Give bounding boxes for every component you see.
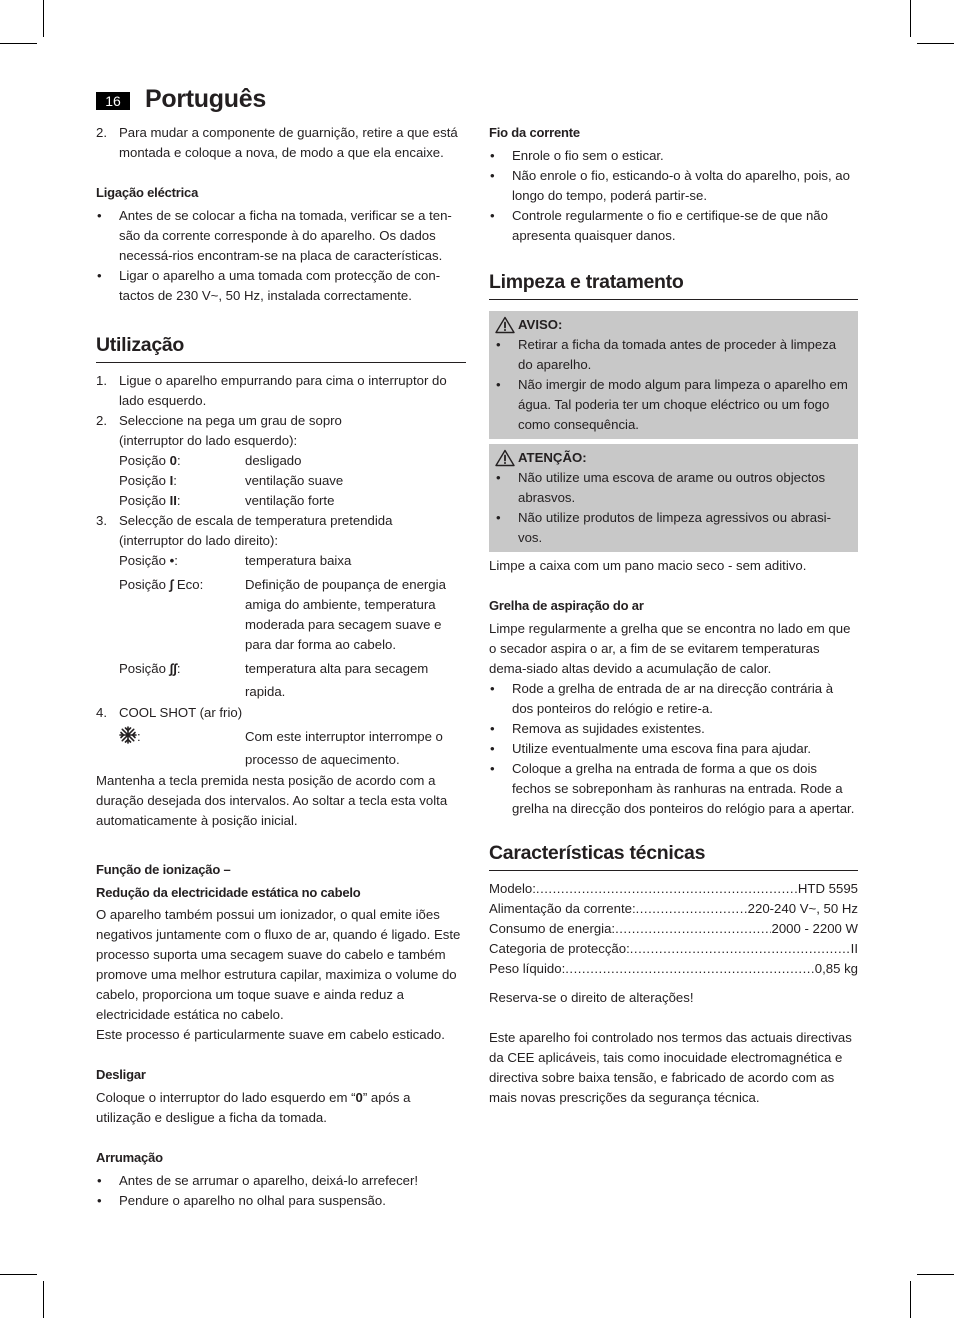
position-row: Posição 0: desligado	[96, 451, 466, 471]
crop-mark	[917, 43, 954, 44]
bullet-glyph: •	[496, 377, 501, 392]
position-value: ventilação forte	[245, 493, 335, 508]
bullet-glyph: •	[490, 761, 495, 776]
crop-mark	[0, 43, 37, 44]
bullet-glyph: •	[490, 741, 495, 756]
list-item	[489, 759, 858, 819]
list-item	[489, 679, 858, 719]
bullet-glyph: •	[496, 510, 501, 525]
snowflake-icon	[119, 726, 137, 744]
warning-triangle-icon	[495, 316, 515, 334]
step-text-cont: (interruptor do lado esquerdo):	[119, 433, 298, 448]
page-number: 16	[96, 92, 130, 110]
step-text: COOL SHOT (ar frio)	[119, 705, 243, 720]
crop-mark	[43, 0, 44, 37]
step-number: 2.	[96, 413, 107, 428]
step-text: Para mudar a componente de guarnição, retire a que está montada e coloque a nova, de modo a que ela encaixe.	[119, 125, 458, 160]
warning-box-aviso	[489, 311, 858, 439]
list-item-text: Não utilize uma escova de arame ou outros objectos abrasvos.	[518, 470, 826, 505]
bullet-glyph: •	[97, 1173, 102, 1188]
temperature-row: Posição ∫∫: temperatura alta para secagem rapida.	[96, 657, 466, 703]
list-item-text: Pendure o aparelho no olhal para suspensão.	[119, 1193, 386, 1208]
numbered-step	[96, 411, 466, 451]
list-item	[495, 508, 854, 548]
list-item-text: Rode a grelha de entrada de ar na direcção contrária à dos ponteiros do relógio e retire-a.	[512, 681, 834, 716]
position-label: Posição	[119, 493, 166, 508]
dot-glyph: •	[169, 553, 175, 568]
right-column	[489, 123, 858, 1108]
leader-dots	[636, 899, 748, 919]
step-number: 4.	[96, 705, 107, 720]
list-item-text: Antes de se arrumar o aparelho, deixá-lo arrefecer!	[119, 1173, 419, 1188]
section-heading-utilizacao: Utilização	[96, 333, 466, 363]
warning-triangle-icon	[495, 449, 515, 467]
list-item-text: Não enrole o fio, esticando-o à volta do aparelho, pois, ao longo do tempo, poderá partir-se.	[512, 168, 850, 203]
bullet-glyph: •	[490, 681, 495, 696]
bullet-glyph: •	[496, 470, 501, 485]
list-item-text: Não utilize produtos de limpeza agressivos ou abrasi-vos.	[518, 510, 831, 545]
step-text-cont: (interruptor do lado direito):	[119, 533, 279, 548]
subheading-arrumacao: Arrumação	[96, 1150, 163, 1165]
crop-mark	[910, 0, 911, 37]
step-text: Ligue o aparelho empurrando para cima o interruptor do lado esquerdo.	[119, 373, 447, 408]
list-item-text: Utilize eventualmente uma escova fina para ajudar.	[512, 741, 812, 756]
page-title: Português	[145, 85, 266, 113]
bullet-glyph: •	[490, 168, 495, 183]
cool-shot-value: Com este interruptor interrompe o processo de aquecimento.	[245, 729, 443, 767]
spec-label: Alimentação da corrente:	[489, 901, 636, 916]
position-label: Posição	[119, 553, 166, 568]
ionizacao-text-2: Este processo é particularmente suave em cabelo esticado.	[96, 1027, 445, 1042]
position-label: Posição	[119, 661, 166, 676]
spec-value: HTD 5595	[797, 881, 858, 896]
temperature-row: Posição •: temperatura baixa	[96, 551, 466, 571]
warning-title: ATENÇÃO:	[518, 450, 587, 465]
ionizacao-text: O aparelho também possui um ionizador, o qual emite iões negativos juntamente com o fluxo de ar, quando é ligado. Este processo suporta uma secagem suave do cabelo e também promove uma melhor estrutura capilar, maximiza o volume do cabelo, proporciona um toque suave e ainda reduz a electricidade estática no cabelo.	[96, 907, 461, 1022]
position-row: Posição II: ventilação forte	[96, 491, 466, 511]
bullet-glyph: •	[97, 268, 102, 283]
position-value: Definição de poupança de energia amiga do ambiente, temperatura moderada para secagem suave e para dar forma ao cabelo.	[245, 577, 446, 652]
numbered-step	[96, 123, 466, 163]
list-item	[489, 166, 858, 206]
spec-label: Modelo:	[489, 881, 536, 896]
position-row: Posição I: ventilação suave	[96, 471, 466, 491]
warning-box-atencao	[489, 444, 858, 552]
spec-row	[489, 879, 858, 899]
position-value: temperatura alta para secagem rapida.	[245, 661, 429, 699]
numbered-step	[96, 371, 466, 411]
list-item	[96, 266, 466, 306]
cool-shot-note: Mantenha a tecla premida nesta posição de acordo com a duração desejada dos intervalos. Ao soltar a tecla esta volta automaticamente à posição inicial.	[96, 773, 448, 828]
section-heading-caracteristicas: Características técnicas	[489, 841, 858, 871]
left-column	[96, 123, 466, 1211]
position-value: temperatura baixa	[245, 553, 352, 568]
step-number: 2.	[96, 125, 107, 140]
step-text: Seleccione na pega um grau de sopro	[119, 413, 342, 428]
bullet-glyph: •	[97, 1193, 102, 1208]
spec-row	[489, 899, 858, 919]
eco-label: Eco:	[176, 577, 204, 592]
list-item	[96, 1171, 466, 1191]
integral-glyph: ∫	[169, 577, 174, 592]
subheading-ligacao: Ligação eléctrica	[96, 185, 199, 200]
position-glyph: I	[169, 473, 174, 488]
list-item	[489, 719, 858, 739]
limpe-text: Limpe a caixa com um pano macio seco - sem aditivo.	[489, 558, 807, 573]
spec-row	[489, 919, 858, 939]
numbered-step	[96, 703, 466, 723]
step-text: Selecção de escala de temperatura pretendida	[119, 513, 393, 528]
spec-row	[489, 939, 858, 959]
subheading-fio: Fio da corrente	[489, 125, 580, 140]
numbered-step	[96, 511, 466, 551]
spec-value: II	[850, 941, 858, 956]
grelha-text: Limpe regularmente a grelha que se encontra no lado em que o secador aspira o ar, a fim de se evitarem temperaturas dema-siado altas devido a acumulação de calor.	[489, 621, 851, 676]
list-item-text: Ligar o aparelho a uma tomada com protecção de con-tactos de 230 V~, 50 Hz, instalada correctamente.	[119, 268, 441, 303]
temperature-row	[96, 573, 466, 655]
subheading-ionizacao-cont: Redução da electricidade estática no cabelo	[96, 885, 361, 900]
step-number: 3.	[96, 513, 107, 528]
spec-row	[489, 959, 858, 979]
position-value: desligado	[245, 453, 302, 468]
off-glyph: 0	[355, 1090, 363, 1105]
bullet-glyph: •	[97, 208, 102, 223]
position-glyph: II	[169, 493, 177, 508]
cee-text: Este aparelho foi controlado nos termos das actuais directivas da CEE aplicáveis, tais como inocuidade electromagnética e directiva sobre baixa tensão, e fabricado de acordo com as mais novas prescrições da segurança técnica.	[489, 1030, 852, 1105]
bullet-glyph: •	[496, 337, 501, 352]
list-item	[495, 335, 854, 375]
list-item-text: Coloque a grelha na entrada de forma a que os dois fechos se sobreponham às ranhuras na entrada. Rode a grelha na direcção dos ponteiros do relógio para a apertar.	[512, 761, 855, 816]
position-label: Posição	[119, 577, 166, 592]
subheading-desligar: Desligar	[96, 1067, 146, 1082]
position-label: Posição	[119, 473, 166, 488]
list-item	[495, 375, 854, 435]
spec-value: 2000 - 2200 W	[771, 921, 858, 936]
leader-dots	[615, 919, 771, 939]
list-item	[489, 739, 858, 759]
list-item	[489, 206, 858, 246]
crop-mark	[0, 1274, 37, 1275]
list-item-text: Controle regularmente o fio e certifique-se de que não apresenta quaisquer danos.	[512, 208, 828, 243]
crop-mark	[917, 1274, 954, 1275]
position-label: Posição	[119, 453, 166, 468]
list-item-text: Antes de se colocar a ficha na tomada, verificar se a ten-são da corrente corresponde à do aparelho. Os dados necessá-rios encontram-se na placa de características.	[119, 208, 452, 263]
double-integral-glyph: ∫∫	[169, 661, 177, 676]
list-item-text: Remova as sujidades existentes.	[512, 721, 705, 736]
spec-value: 0,85 kg	[814, 961, 858, 976]
step-number: 1.	[96, 373, 107, 388]
list-item	[96, 1191, 466, 1211]
spec-label: Categoria de protecção:	[489, 941, 630, 956]
spec-label: Consumo de energia:	[489, 921, 616, 936]
desligar-text: Coloque o interruptor do lado esquerdo em “0” após a utilização e desligue a ficha da tomada.	[96, 1090, 411, 1125]
section-heading-limpeza: Limpeza e tratamento	[489, 270, 858, 300]
leader-dots	[565, 959, 814, 979]
leader-dots	[630, 939, 851, 959]
cool-shot-row: : Com este interruptor interrompe o processo de aquecimento.	[96, 725, 466, 771]
crop-mark	[43, 1281, 44, 1318]
list-item-text: Retirar a ficha da tomada antes de proceder à limpeza do aparelho.	[518, 337, 837, 372]
list-item	[489, 146, 858, 166]
bullet-glyph: •	[490, 721, 495, 736]
crop-mark	[910, 1281, 911, 1318]
warning-title: AVISO:	[518, 317, 563, 332]
leader-dots	[536, 879, 798, 899]
position-glyph: 0	[169, 453, 177, 468]
list-item-text: Enrole o fio sem o esticar.	[512, 148, 664, 163]
list-item-text: Não imergir de modo algum para limpeza o aparelho em água. Tal poderia ter um choque eléctrico ou um fogo como consequência.	[518, 377, 848, 432]
bullet-glyph: •	[490, 148, 495, 163]
subheading-ionizacao: Função de ionização –	[96, 862, 231, 877]
list-item	[495, 468, 854, 508]
list-item	[96, 206, 466, 266]
spec-value: 220-240 V~, 50 Hz	[747, 901, 858, 916]
reserva-text: Reserva-se o direito de alterações!	[489, 990, 694, 1005]
subheading-grelha: Grelha de aspiração do ar	[489, 598, 644, 613]
position-value: ventilação suave	[245, 473, 344, 488]
bullet-glyph: •	[490, 208, 495, 223]
spec-label: Peso líquido:	[489, 961, 566, 976]
